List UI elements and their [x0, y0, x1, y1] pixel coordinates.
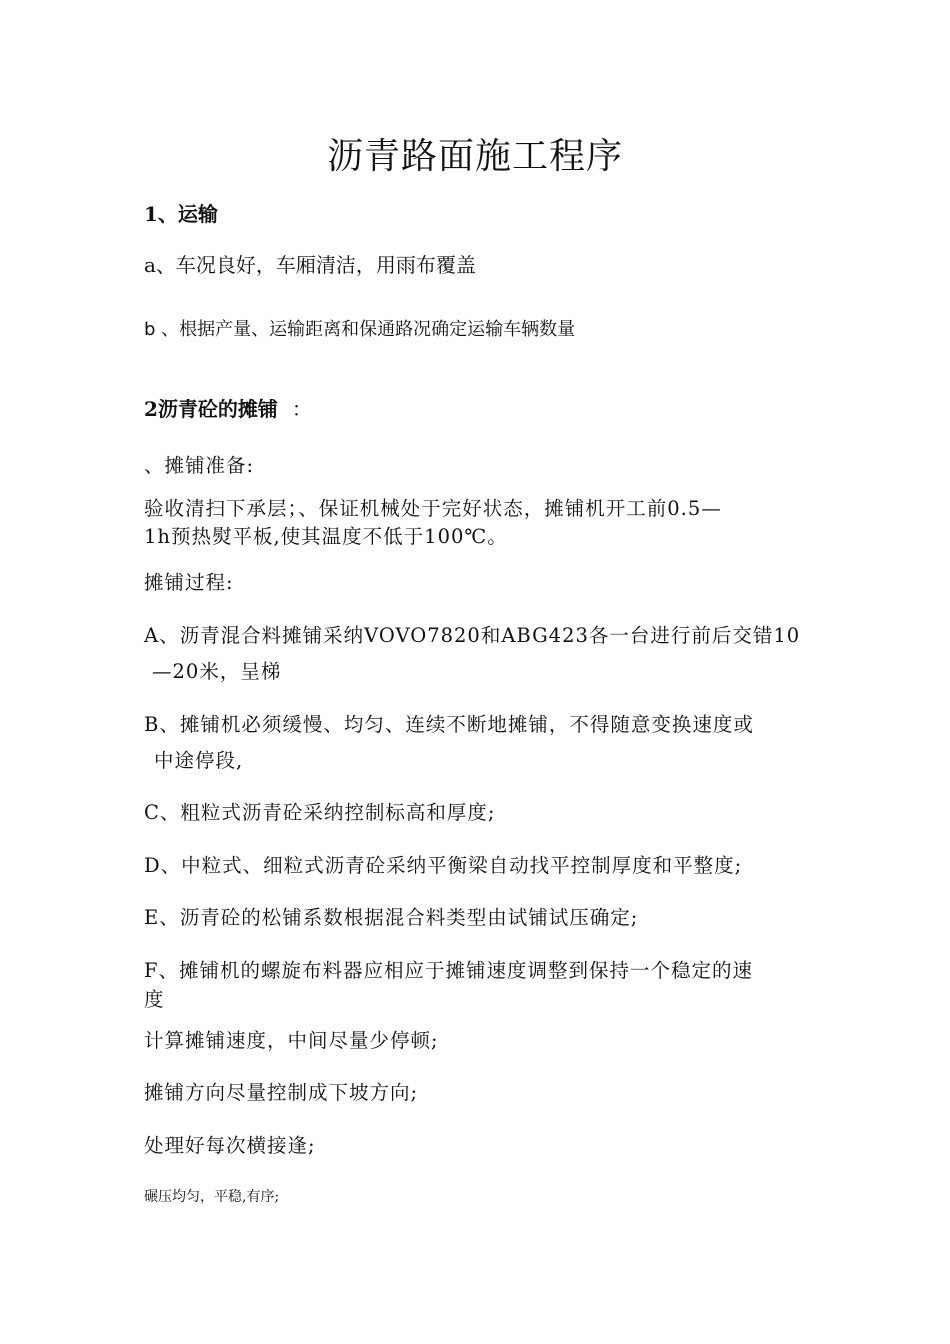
item-b-line-2: 中途停段,	[154, 749, 244, 772]
direction-line: 摊铺方向尽量控制成下坡方向;	[144, 1081, 419, 1104]
item-f-line-2: 度	[144, 988, 165, 1011]
joint-line: 处理好每次横接逢;	[144, 1134, 316, 1157]
roll-line: 碾压均匀，平稳,有序;	[144, 1189, 280, 1205]
section-2-heading-text: 2沥青砼的摊铺	[144, 397, 278, 421]
item-a-line-1: A、沥青混合料摊铺采纳VOVO7820和ABG423各一台进行前后交错10	[144, 624, 801, 647]
prep-line-1: 验收清扫下承层；、保证机械处于完好状态，摊铺机开工前0.5—	[144, 497, 722, 520]
section-1-heading: 1、运输	[144, 202, 218, 226]
item-a-line-2: —20米，呈梯	[152, 660, 282, 683]
section-1-item-b: b 、根据产量、运输距离和保通路况确定运输车辆数量	[144, 319, 576, 340]
process-label: 摊铺过程:	[144, 571, 234, 594]
section-2-heading-colon: ：	[291, 397, 312, 421]
section-2-heading	[144, 393, 312, 422]
item-c: C、粗粒式沥青砼采纳控制标高和厚度;	[144, 801, 496, 824]
prep-label: 、摊铺准备:	[144, 454, 255, 477]
item-f-line-1: F、摊铺机的螺旋布料器应相应于摊铺速度调整到保持一个稳定的速	[144, 959, 754, 982]
page-title: 沥青路面施工程序	[326, 136, 623, 177]
item-e: E、沥青砼的松铺系数根据混合料类型由试铺试压确定;	[144, 906, 639, 929]
calc-line: 计算摊铺速度，中间尽量少停顿;	[144, 1029, 439, 1052]
prep-line-2: 1h预热熨平板,使其温度不低于100℃。	[144, 525, 508, 548]
item-b-line-1: B、摊铺机必须缓慢、均匀、连续不断地摊铺，不得随意变换速度或	[144, 713, 754, 736]
item-d: D、中粒式、细粒式沥青砼采纳平衡梁自动找平控制厚度和平整度;	[144, 854, 743, 877]
section-1-item-a: a、车况良好，车厢清洁，用雨布覆盖	[144, 253, 476, 277]
